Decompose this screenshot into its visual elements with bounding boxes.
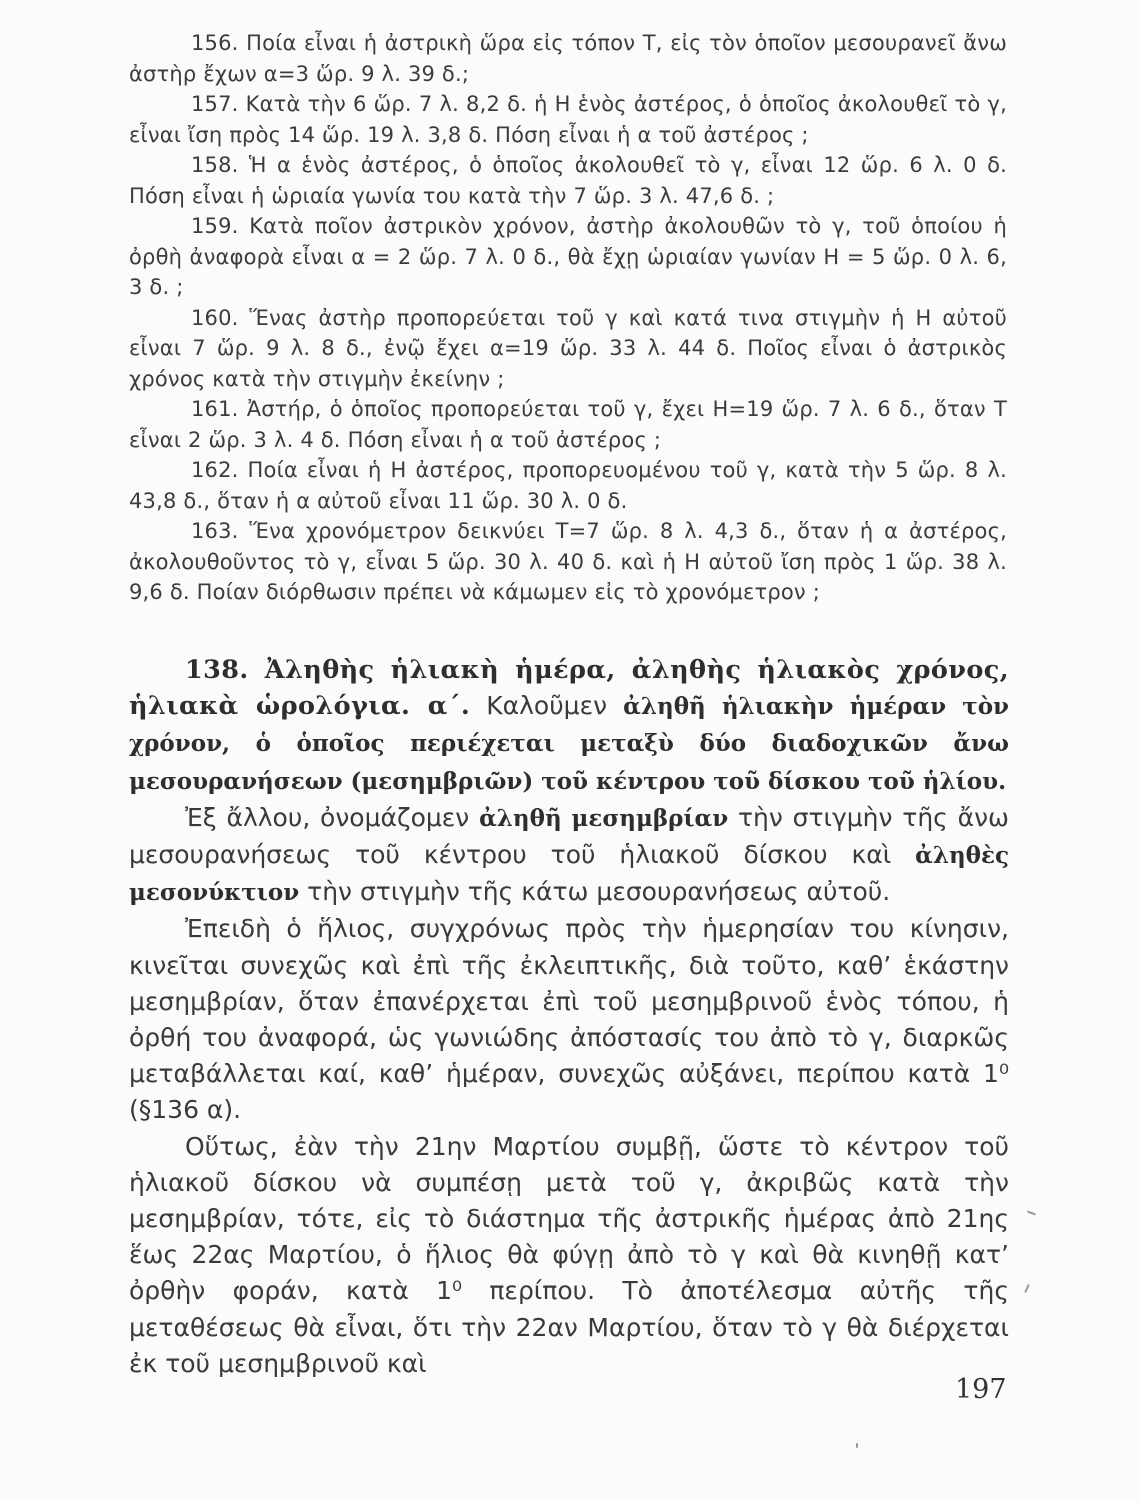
exercise-162: 162. Ποία εἶναι ἡ Η ἀστέρος, προπορευομένου τοῦ γ, κατὰ τὴν 5 ὥρ. 8 λ. 43,8 δ., ὅταν ἡ α αὐτοῦ εἶναι 11 ὥρ. 30 λ. 0 δ. bbox=[129, 458, 1007, 513]
scan-speck bbox=[1027, 1211, 1036, 1216]
section-paragraph-motion: Ἐπειδὴ ὁ ἥλιος, συγχρόνως πρὸς τὴν ἡμερησίαν του κίνησιν, κινεῖται συνεχῶς καὶ ἐπὶ τῆς ἐκλειπτικῆς, διὰ τοῦτο, καθ’ ἑκάστην μεσημβρίαν, ὅταν ἐπανέρχεται ἐπὶ τοῦ μεσημβρινοῦ ἑνὸς τόπου, ἡ ὀρθή του ἀναφορά, ὡς γωνιώδης ἀπόστασίς του ἀπὸ τὸ γ, διαρκῶς μεταβάλλεται καί, καθ’ ἡμέραν, συνεχῶς αὐξάνει, περίπου κατὰ 1⁰ (§136 α). bbox=[129, 914, 1009, 1125]
section-paragraph-definition bbox=[129, 652, 1009, 800]
paragraph-text: τὴν στιγμὴν τῆς ἄνω μεσουρανήσεως τοῦ κέντρου τοῦ ἡλιακοῦ δίσκου καὶ bbox=[129, 802, 1009, 870]
exercise-list bbox=[129, 28, 1007, 608]
bold-term-true-noon: ἀληθῆ μεσημβρίαν bbox=[479, 804, 729, 832]
section-paragraph-example: Οὕτως, ἐὰν τὴν 21ην Μαρτίου συμβῇ, ὥστε τὸ κέντρον τοῦ ἡλιακοῦ δίσκου νὰ συμπέσῃ μετὰ τοῦ γ, ἀκριβῶς κατὰ τὴν μεσημβρίαν, τότε, εἰς τὸ διάστημα τῆς ἀστρικῆς ἡμέρας ἀπὸ 21ης ἕως 22ας Μαρτίου, ὁ ἥλιος θὰ φύγῃ ἀπὸ τὸ γ καὶ θὰ κινηθῇ κατ’ ὀρθὴν φοράν, κατὰ 1⁰ περίπου. Τὸ ἀποτέλεσμα αὐτῆς τῆς μεταθέσεως θὰ εἶναι, ὅτι τὴν 22αν Μαρτίου, ὅταν τὸ γ θὰ διέρχεται ἐκ τοῦ μεσημβρινοῦ καὶ bbox=[129, 1131, 1009, 1378]
exercise-159: 159. Κατὰ ποῖον ἀστρικὸν χρόνον, ἀστὴρ ἀκολουθῶν τὸ γ, τοῦ ὁποίου ἡ ὀρθὴ ἀναφορὰ εἶναι α = 2 ὥρ. 7 λ. 0 δ., θὰ ἔχῃ ὡριαίαν γωνίαν Η = 5 ὥρ. 0 λ. 6, 3 δ. ; bbox=[129, 214, 1007, 299]
exercise-163: 163. Ἕνα χρονόμετρον δεικνύει Τ=7 ὥρ. 8 λ. 4,3 δ., ὅταν ἡ α ἀστέρος, ἀκολουθοῦντος τὸ γ, εἶναι 5 ὥρ. 30 λ. 40 δ. καὶ ἡ Η αὐτοῦ ἴση πρὸς 1 ὥρ. 38 λ. 9,6 δ. Ποίαν διόρθωσιν πρέπει νὰ κάμωμεν εἰς τὸ χρονόμετρον ; bbox=[129, 519, 1007, 604]
bold-term-true-midnight: ἀληθὲς μεσονύκτιον bbox=[129, 842, 1010, 907]
exercise-157: 157. Κατὰ τὴν 6 ὥρ. 7 λ. 8,2 δ. ἡ Η ἑνὸς ἀστέρος, ὁ ὁποῖος ἀκολουθεῖ τὸ γ, εἶναι ἴση πρὸς 14 ὥρ. 19 λ. 3,8 δ. Πόση εἶναι ἡ α τοῦ ἀστέρος ; bbox=[129, 92, 1007, 147]
paragraph-text: Ἐξ ἄλλου, ὀνομάζομεν bbox=[185, 802, 470, 832]
bold-definition: ἀληθῆ ἡλιακὴν ἡμέραν τὸν χρόνον, ὁ ὁποῖος περιέχεται μεταξὺ δύο διαδοχικῶν ἄνω μεσουρανήσεων (μεσημβριῶν) τοῦ κέντρου τοῦ δίσκου τοῦ ἡλίου. bbox=[129, 693, 1010, 795]
exercise-160: 160. Ἕνας ἀστὴρ προπορεύεται τοῦ γ καὶ κατά τινα στιγμὴν ἡ Η αὐτοῦ εἶναι 7 ὥρ. 9 λ. 8 δ., ἐνῷ ἔχει α=19 ὥρ. 33 λ. 44 δ. Ποῖος εἶναι ὁ ἀστρικὸς χρόνος κατὰ τὴν στιγμὴν ἐκείνην ; bbox=[129, 305, 1007, 391]
exercise-161: 161. Ἀστήρ, ὁ ὁποῖος προπορεύεται τοῦ γ, ἔχει Η=19 ὥρ. 7 λ. 6 δ., ὅταν Τ εἶναι 2 ὥρ. 3 λ. 4 δ. Πόση εἶναι ἡ α τοῦ ἀστέρος ; bbox=[129, 397, 1007, 452]
scan-speck bbox=[856, 1443, 858, 1448]
section-heading: 138. Ἀληθὴς ἡλιακὴ ἡμέρα, ἀληθὴς ἡλιακὸς χρόνος, ἡλιακὰ ὡρολόγια. α΄. bbox=[129, 655, 1009, 722]
scan-speck bbox=[1024, 1284, 1030, 1293]
section-138 bbox=[129, 652, 1009, 1382]
exercise-156: 156. Ποία εἶναι ἡ ἀστρικὴ ὥρα εἰς τόπον Τ, εἰς τὸν ὁποῖον μεσουρανεῖ ἄνω ἀστὴρ ἔχων α=3 ὥρ. 9 λ. 39 δ.; bbox=[129, 31, 1007, 86]
paragraph-text: Καλοῦμεν bbox=[486, 691, 608, 721]
paragraph-text: τὴν στιγμὴν τῆς κάτω μεσουρανήσεως αὐτοῦ. bbox=[307, 877, 891, 907]
exercise-158: 158. Ἡ α ἑνὸς ἀστέρος, ὁ ὁποῖος ἀκολουθεῖ τὸ γ, εἶναι 12 ὥρ. 6 λ. 0 δ. Πόση εἶναι ἡ ὡριαία γωνία του κατὰ τὴν 7 ὥρ. 3 λ. 47,6 δ. ; bbox=[129, 153, 1007, 208]
section-paragraph-midday bbox=[129, 800, 1009, 912]
page-number: 197 bbox=[955, 1374, 1007, 1405]
